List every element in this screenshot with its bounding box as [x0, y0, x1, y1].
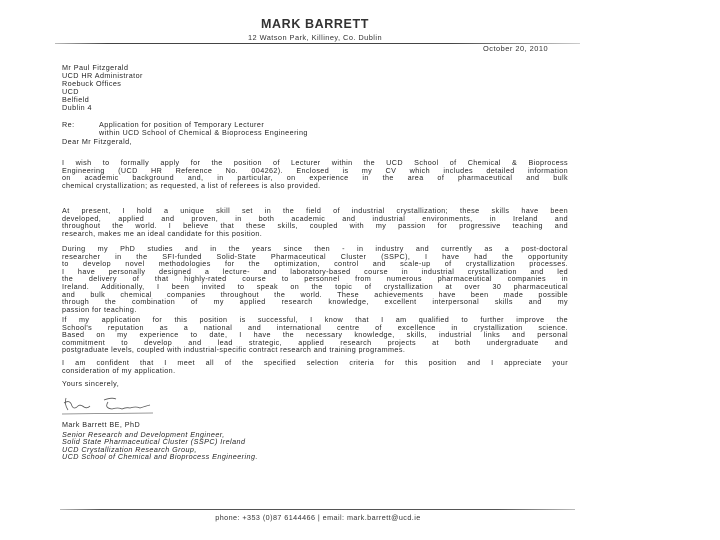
body-paragraph	[62, 207, 568, 237]
recipient-line: UCD	[62, 87, 79, 96]
signatory-title: UCD School of Chemical and Bioprocess Engineering.	[62, 452, 258, 462]
paragraph-line: researcher in the SFI-funded Solid-State Pharmaceutical Cluster (SSPC), I have had the opportunity	[62, 251, 568, 261]
paragraph-line: commitment to develop and lead strategic, applied research projects at both undergraduate and	[62, 337, 568, 347]
recipient-address	[62, 64, 143, 112]
body-paragraph	[62, 359, 568, 374]
paragraph-line: Engineering (UCD HR Reference No. 004262). Enclosed is my CV which includes detailed information	[62, 165, 568, 175]
paragraph-line: developed, applied and proven, in both academic and industrial environments, in Ireland and	[62, 213, 568, 223]
recipient-line: Roebuck Offices	[62, 79, 122, 88]
letterhead-address: 12 Watson Park, Killiney, Co. Dublin	[247, 33, 383, 42]
paragraph-line: I wish to formally apply for the position of Lecturer within the UCD School of Chemical & Bioprocess	[62, 158, 568, 167]
closing: Yours sincerely,	[62, 379, 120, 388]
subject-line: Application for position of Temporary Lecturer	[99, 120, 265, 129]
paragraph-line: During my PhD studies and in the years since then - in industry and currently as a post-doctoral	[62, 244, 568, 253]
paragraph-line: School's reputation as a national and international centre of excellence in crystallization science.	[62, 322, 568, 332]
subject-label: Re:	[62, 120, 75, 129]
subject-line: within UCD School of Chemical & Bioprocess Engineering	[99, 128, 308, 137]
paragraph-line: through the combination of my applied research knowledge, excellent interpersonal skills and my	[62, 297, 568, 307]
footer-contact: phone: +353 (0)87 6144466 | email: mark.barrett@ucd.ie	[215, 513, 421, 522]
paragraph-line: I am confident that I meet all of the specified selection criteria for this position and I appreciate your	[62, 358, 568, 367]
paragraph-line: and bulk chemical companies throughout the world. These achievements have been made possible	[62, 289, 568, 299]
paragraph-line: consideration of my application.	[62, 365, 176, 375]
body-paragraph	[62, 245, 568, 313]
recipient-line: Mr Paul Fitzgerald	[62, 63, 129, 72]
signatory-title: Solid State Pharmaceutical Cluster (SSPC) Ireland	[62, 437, 246, 447]
paragraph-line: the delivery of that highly-rated course to personnel from numerous pharmaceutical companies in	[62, 274, 568, 284]
salutation: Dear Mr Fitzgerald,	[62, 137, 133, 146]
footer-divider	[60, 509, 575, 510]
body-paragraph	[62, 316, 568, 354]
recipient-line: UCD HR Administrator	[62, 71, 143, 80]
signatory-titles	[62, 431, 258, 461]
paragraph-line: At present, I hold a unique skill set in the field of industrial crystallization; these skills have been	[62, 206, 568, 215]
paragraph-line: postgraduate levels, coupled with industrial-specific contract research and training programmes.	[62, 345, 406, 355]
paragraph-line: Based on my experience to date, I have the necessary knowledge, skills, industrial links and personal	[62, 330, 568, 340]
paragraph-line: passion for teaching.	[62, 304, 137, 314]
paragraph-line: to develop novel methodologies for the optimization, control and scale-up of crystallization processes.	[62, 259, 568, 269]
paragraph-line: throughout the world. I believe that these skills, coupled with my passion for progressive teaching and	[62, 221, 568, 231]
body-paragraph	[62, 159, 568, 189]
signatory-title: UCD Crystallization Research Group,	[62, 444, 197, 454]
paragraph-line: on academic background and, in particular, on experience in the area of pharmaceutical and bulk	[62, 173, 568, 183]
paragraph-line: I have personally designed a lecture- and laboratory-based course in industrial crystallization and led	[62, 266, 568, 276]
paragraph-line: If my application for this position is successful, I know that I am qualified to further improve the	[62, 315, 568, 324]
letterhead-name: MARK BARRETT	[261, 17, 369, 31]
recipient-line: Dublin 4	[62, 103, 92, 112]
handwritten-signature	[60, 394, 155, 416]
subject-text	[99, 121, 308, 137]
letter-date: October 20, 2010	[483, 44, 549, 53]
signatory-name: Mark Barrett BE, PhD	[62, 420, 141, 429]
paragraph-line: chemical crystallization; as requested, a list of referees is also provided.	[62, 180, 321, 190]
signatory-title: Senior Research and Development Engineer,	[62, 430, 225, 439]
paragraph-line: Ireland. Additionally, I been invited to speak on the topic of crystallization at over 30 pharmaceutical	[62, 281, 568, 291]
paragraph-line: research, makes me an ideal candidate for this position.	[62, 228, 263, 238]
recipient-line: Belfield	[62, 95, 90, 104]
